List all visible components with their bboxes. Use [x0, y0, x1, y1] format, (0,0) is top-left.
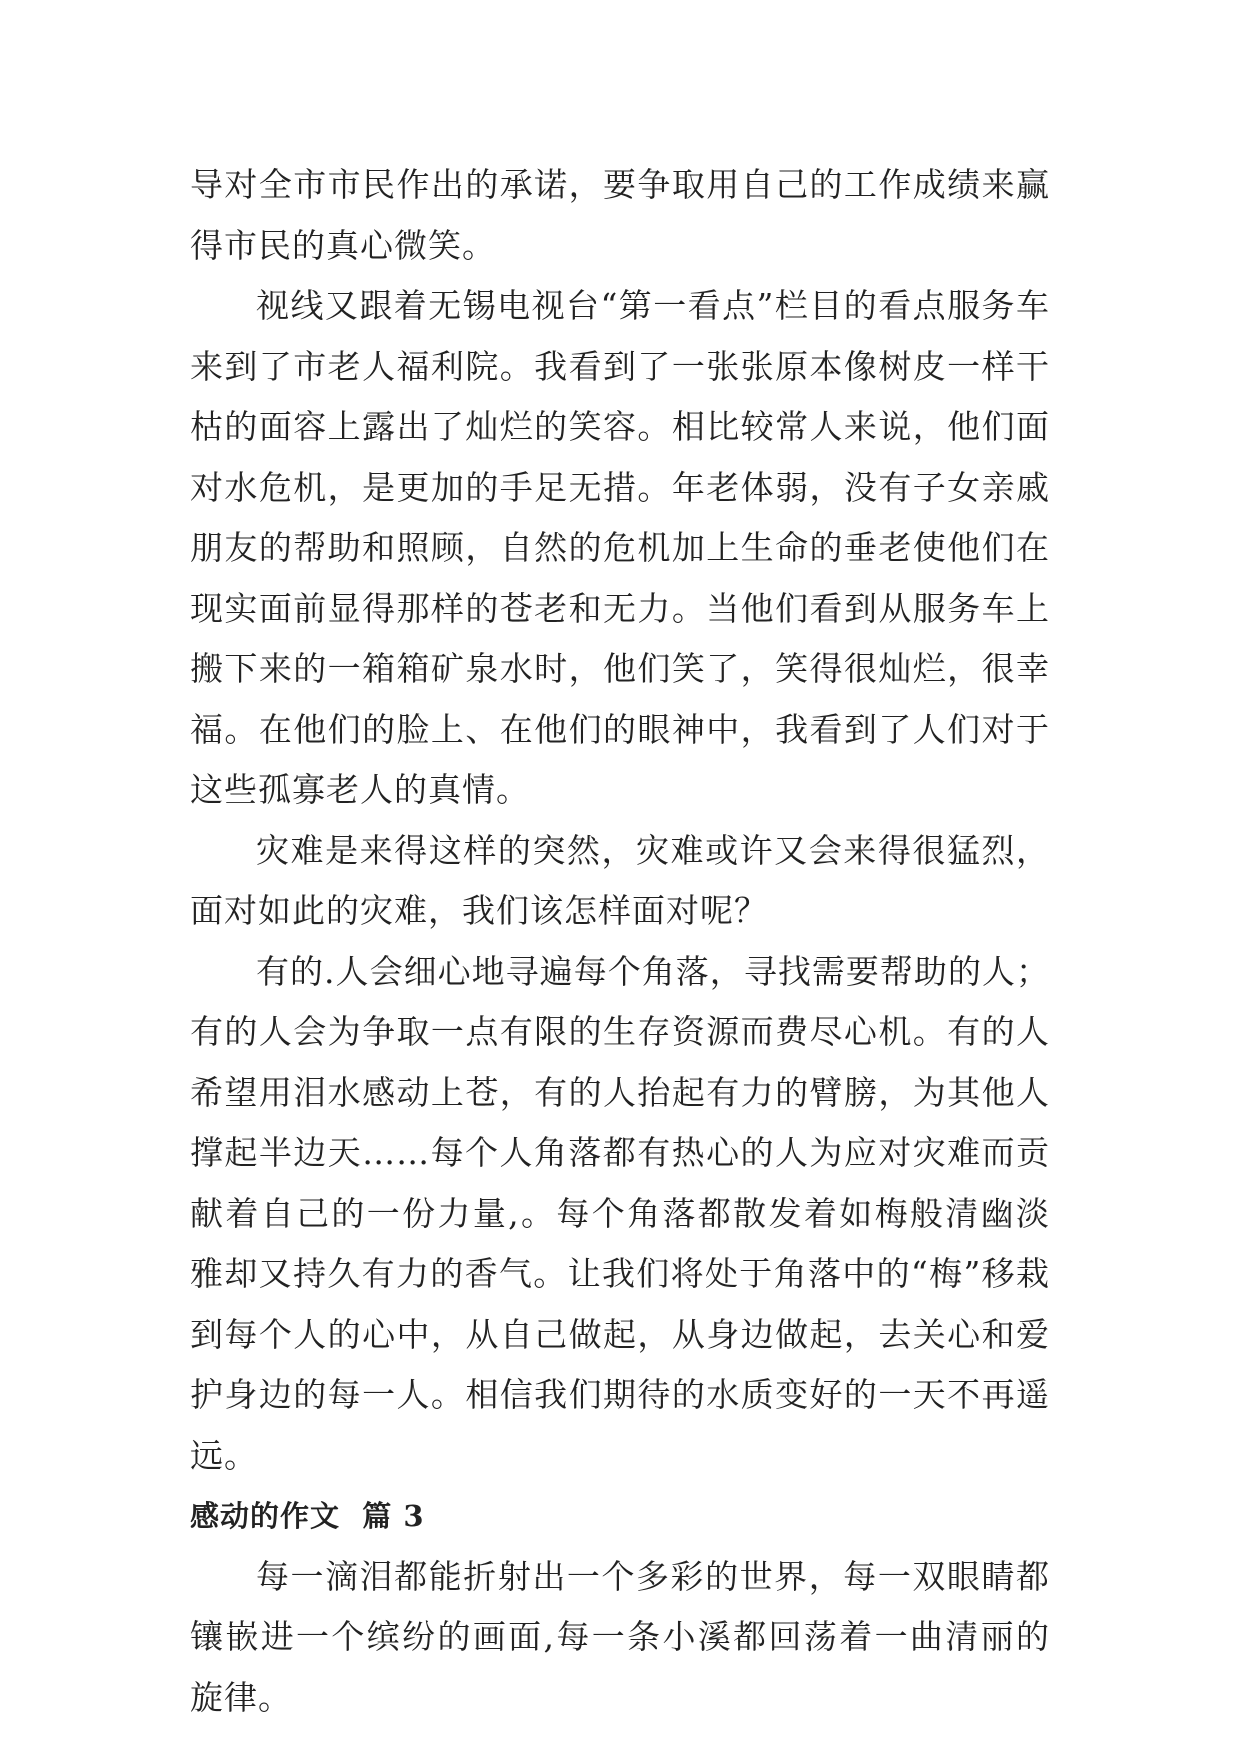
section-title: 感动的作文 — [190, 1499, 341, 1533]
section-heading — [190, 1486, 1050, 1547]
paragraph-elderly-home: 视线又跟着无锡电视台“第一看点”栏目的看点服务车来到了市老人福利院。我看到了一张张原本像树皮一样干枯的面容上露出了灿烂的笑容。相比较常人来说，他们面对水危机，是更加的手足无措。年老体弱，没有子女亲戚朋友的帮助和照顾，自然的危机加上生命的垂老使他们在现实面前显得那样的苍老和无力。当他们看到从服务车上搬下来的一箱箱矿泉水时，他们笑了，笑得很灿烂，很幸福。在他们的脸上、在他们的眼神中，我看到了人们对于这些孤寡老人的真情。 — [190, 286, 1050, 809]
section-number: 篇 3 — [362, 1499, 425, 1533]
paragraph-tears: 每一滴泪都能折射出一个多彩的世界，每一双眼睛都镶嵌进一个缤纷的画面,每一条小溪都回荡着一曲清丽的旋律。 — [190, 1556, 1050, 1717]
paragraph-disaster-question: 灾难是来得这样的突然，灾难或许又会来得很猛烈，面对如此的灾难，我们该怎样面对呢？ — [190, 830, 1050, 930]
paragraph-continuation: 导对全市市民作出的承诺，要争取用自己的工作成绩来赢得市民的真心微笑。 — [190, 165, 1050, 265]
paragraph-people-response: 有的.人会细心地寻遍每个角落，寻找需要帮助的人；有的人会为争取一点有限的生存资源而费尽心机。有的人希望用泪水感动上苍，有的人抬起有力的臂膀，为其他人撑起半边天……每个人角落都有热心的人为应对灾难而贡献着自己的一份力量,。每个角落都散发着如梅般清幽淡雅却又持久有力的香气。让我们将处于角落中的“梅”移栽到每个人的心中，从自己做起，从身边做起，去关心和爱护身边的每一人。相信我们期待的水质变好的一天不再遥远。 — [190, 951, 1050, 1475]
document-body — [190, 155, 1050, 1728]
